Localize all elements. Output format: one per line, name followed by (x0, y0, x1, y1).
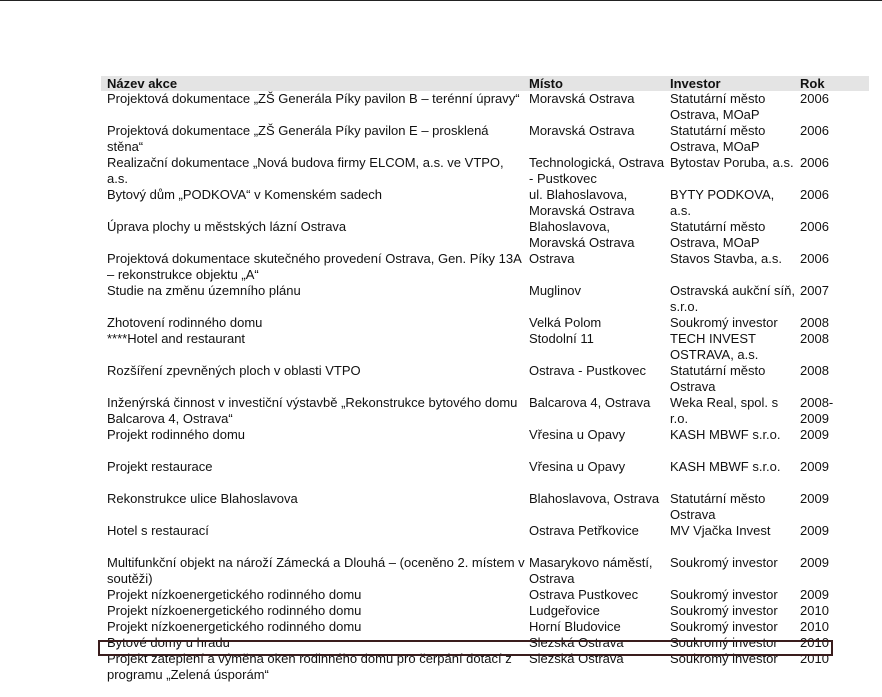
project-name: Bytové domy u hradu (107, 635, 230, 650)
table-row (101, 427, 869, 459)
project-name: Studie na změnu územního plánu (107, 283, 301, 298)
project-place: Ostrava Petřkovice (529, 523, 639, 538)
project-place: Ostrava (529, 251, 575, 266)
project-name: Rozšíření zpevněných ploch v oblasti VTPO (107, 363, 361, 378)
project-investor: Soukromý investor (670, 555, 778, 570)
header-place: Místo (529, 76, 563, 91)
project-investor: KASH MBWF s.r.o. (670, 459, 781, 474)
project-name: Rekonstrukce ulice Blahoslavova (107, 491, 298, 506)
project-investor: Soukromý investor (670, 651, 778, 666)
project-place: Stodolní 11 (529, 331, 594, 346)
project-name: Úprava plochy u městských lázní Ostrava (107, 219, 347, 234)
project-year: 2009 (800, 523, 829, 538)
project-name: Projektová dokumentace „ZŠ Generála Píky pavilon E – prosklená stěna“ (107, 123, 489, 154)
project-year: 2010 (800, 635, 829, 650)
project-name: Projekt rodinného domu (107, 427, 246, 442)
project-investor: Soukromý investor (670, 587, 778, 602)
table-row (101, 363, 869, 395)
project-year: 2007 (800, 283, 829, 298)
project-place: Ostrava - Pustkovec (529, 363, 647, 378)
project-place: Balcarova 4, Ostrava (529, 395, 651, 410)
project-investor: Weka Real, spol. s r.o. (670, 395, 779, 426)
project-name: Projektová dokumentace skutečného provedení Ostrava, Gen. Píky 13A – rekonstrukce objektu „A“ (107, 251, 522, 282)
table-row (101, 91, 869, 123)
table-row (101, 587, 869, 603)
project-investor: Statutární město Ostrava (670, 363, 766, 394)
table-header (101, 76, 869, 91)
table-row (101, 251, 869, 283)
project-name: Inženýrská činnost v investiční výstavbě „Rekonstrukce bytového domu Balcarova 4, Ostrava“ (107, 395, 518, 426)
table-row (101, 555, 869, 587)
project-name: Projekt nízkoenergetického rodinného domu (107, 603, 362, 618)
project-place: Ludgeřovice (529, 603, 600, 618)
table-row (101, 523, 869, 555)
project-place: Velká Polom (529, 315, 602, 330)
project-year: 2009 (800, 459, 829, 474)
project-year: 2010 (800, 619, 829, 634)
project-place: Blahoslavova, Ostrava (529, 491, 660, 506)
project-name: Projekt restaurace (107, 459, 213, 474)
table-row (101, 603, 869, 619)
table-row (101, 395, 869, 427)
project-year: 2009 (800, 427, 829, 442)
header-year: Rok (800, 76, 825, 91)
project-year: 2006 (800, 123, 829, 138)
project-year: 2006 (800, 155, 829, 170)
project-year: 2008-2009 (800, 395, 834, 426)
project-investor: Soukromý investor (670, 315, 778, 330)
project-place: Muglinov (529, 283, 582, 298)
project-year: 2010 (800, 603, 829, 618)
project-name: Projekt nízkoenergetického rodinného domu (107, 587, 362, 602)
project-investor: KASH MBWF s.r.o. (670, 427, 781, 442)
header-investor: Investor (670, 76, 721, 91)
project-year: 2009 (800, 491, 829, 506)
project-investor: Statutární město Ostrava (670, 491, 766, 522)
project-year: 2006 (800, 187, 829, 202)
table-row (101, 491, 869, 523)
project-year: 2008 (800, 363, 829, 378)
table-row (101, 219, 869, 251)
project-name: Zhotovení rodinného domu (107, 315, 263, 330)
highlighted-row-frame (98, 640, 833, 656)
project-place: Technologická, Ostrava - Pustkovec (529, 155, 665, 186)
project-year: 2006 (800, 219, 829, 234)
project-table (101, 76, 869, 682)
project-place: Slezská Ostrava (529, 651, 624, 666)
project-name: Realizační dokumentace „Nová budova firmy ELCOM, a.s. ve VTPO, a.s. (107, 155, 504, 186)
project-investor: Statutární město Ostrava, MOaP (670, 91, 766, 122)
table-row (101, 155, 869, 187)
header-name: Název akce (107, 76, 178, 91)
project-year: 2009 (800, 587, 829, 602)
project-place: Blahoslavova, Moravská Ostrava (529, 219, 635, 250)
project-investor: Soukromý investor (670, 619, 778, 634)
project-place: Vřesina u Opavy (529, 459, 626, 474)
table-row (101, 619, 869, 635)
project-place: Moravská Ostrava (529, 123, 635, 138)
project-investor: Soukromý investor (670, 603, 778, 618)
project-investor: Statutární město Ostrava, MOaP (670, 123, 766, 154)
project-place: Vřesina u Opavy (529, 427, 626, 442)
project-investor: TECH INVEST OSTRAVA, a.s. (670, 331, 759, 362)
project-year: 2008 (800, 315, 829, 330)
project-name: Hotel s restaurací (107, 523, 209, 538)
project-investor: MV Vjačka Invest (670, 523, 771, 538)
table-row (101, 459, 869, 491)
project-investor: Soukromý investor (670, 635, 778, 650)
project-year: 2006 (800, 251, 829, 266)
table-row (101, 187, 869, 219)
table-row (101, 315, 869, 331)
project-investor: Ostravská aukční síň, s.r.o. (670, 283, 795, 314)
project-name: Multifunkční objekt na nároží Zámecká a Dlouhá – (oceněno 2. místem v soutěži) (107, 555, 525, 586)
project-investor: Bytostav Poruba, a.s. (670, 155, 794, 170)
project-year: 2006 (800, 91, 829, 106)
project-investor: Statutární město Ostrava, MOaP (670, 219, 766, 250)
project-place: Horní Bludovice (529, 619, 621, 634)
project-place: Slezská Ostrava (529, 635, 624, 650)
table-row (101, 283, 869, 315)
project-place: Moravská Ostrava (529, 91, 635, 106)
project-year: 2009 (800, 555, 829, 570)
project-place: Ostrava Pustkovec (529, 587, 639, 602)
project-place: Masarykovo náměstí, Ostrava (529, 555, 653, 586)
table-row (101, 123, 869, 155)
project-name: Projektová dokumentace „ZŠ Generála Píky pavilon B – terénní úpravy“ (107, 91, 520, 106)
project-year: 2008 (800, 331, 829, 346)
project-year: 2010 (800, 651, 829, 666)
project-name: ****Hotel and restaurant (107, 331, 246, 346)
project-name: Projekt nízkoenergetického rodinného domu (107, 619, 362, 634)
project-name: Projekt zateplení a výměna oken rodinného domu pro čerpání dotací z programu „Zelená úsporám“ (107, 651, 512, 682)
project-place: ul. Blahoslavova, Moravská Ostrava (529, 187, 635, 218)
project-investor: Stavos Stavba, a.s. (670, 251, 783, 266)
table-row (101, 331, 869, 363)
page-top-border (0, 0, 882, 1)
project-name: Bytový dům „PODKOVA“ v Komenském sadech (107, 187, 383, 202)
project-investor: BYTY PODKOVA, a.s. (670, 187, 775, 218)
